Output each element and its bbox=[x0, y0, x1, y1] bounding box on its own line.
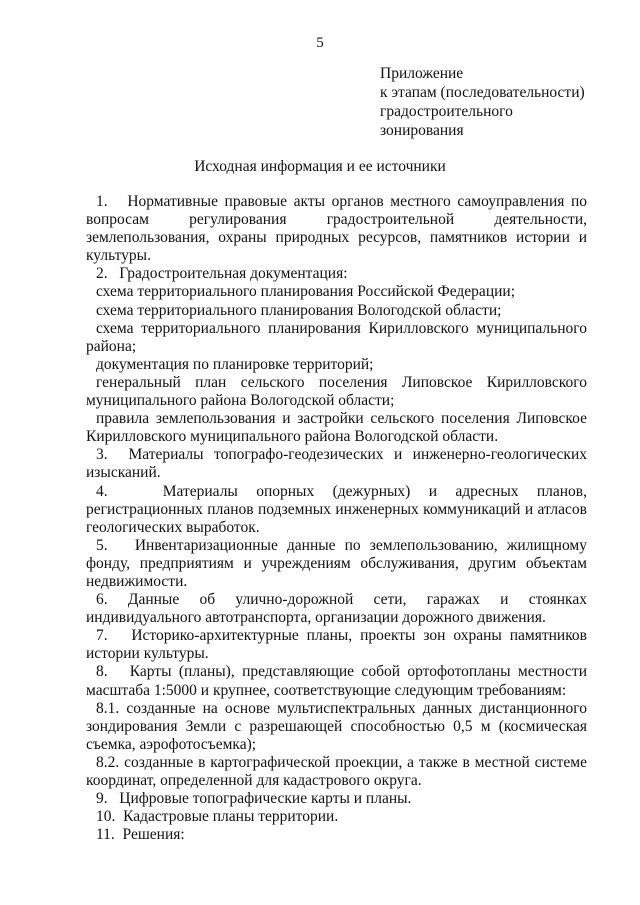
page-number: 5 bbox=[316, 35, 324, 51]
paragraph: 7. Историко-архитектурные планы, проекты зон охраны памятников истории культуры. bbox=[86, 627, 587, 663]
paragraph: 1. Нормативные правовые акты органов местного самоуправления по вопросам регулирования градостроительной деятельности, землепользования, охраны природных ресурсов, памятников истории и культуры. bbox=[86, 193, 587, 265]
paragraph: 5. Инвентаризационные данные по землепользованию, жилищному фонду, предприятиям и учреждениям обслуживания, другим объектам недвижимости. bbox=[86, 536, 587, 590]
paragraph: 10. Кадастровые планы территории. bbox=[96, 808, 339, 826]
paragraph: 3. Материалы топографо-геодезических и инженерно-геологических изысканий. bbox=[86, 446, 587, 482]
paragraph: 8. Карты (планы), представляющие собой ортофотопланы местности масштаба 1:5000 и крупнее, соответствующие следующим требованиям: bbox=[86, 663, 587, 699]
appendix-line: зонирования bbox=[380, 122, 464, 139]
document-title: Исходная информация и ее источники bbox=[194, 158, 446, 175]
appendix-line: градостроительного bbox=[380, 103, 513, 120]
paragraph: 8.1. созданные на основе мультиспектральных данных дистанционного зондирования Земли с разрешающей способностью 0,5 м (космическая съемка, аэрофотосъемка); bbox=[86, 699, 587, 753]
paragraph: 9. Цифровые топографические карты и планы. bbox=[96, 790, 412, 808]
paragraph: 11. Решения: bbox=[96, 826, 185, 844]
paragraph: 8.2. созданные в картографической проекции, а также в местной системе координат, определенной для кадастрового округа. bbox=[86, 753, 587, 789]
appendix-note bbox=[380, 64, 620, 140]
appendix-line: к этапам (последовательности) bbox=[380, 84, 585, 101]
paragraph: схема территориального планирования Кирилловского муниципального района; bbox=[86, 319, 587, 355]
document-body bbox=[86, 193, 587, 844]
appendix-line: Приложение bbox=[380, 65, 464, 82]
paragraph: 6. Данные об улично-дорожной сети, гаражах и стоянках индивидуального автотранспорта, организации дорожного движения. bbox=[86, 591, 587, 627]
paragraph: схема территориального планирования Вологодской области; bbox=[96, 301, 502, 319]
paragraph: правила землепользования и застройки сельского поселения Липовское Кирилловского муниципального района Вологодской области. bbox=[86, 410, 587, 446]
paragraph: генеральный план сельского поселения Липовское Кирилловского муниципального района Вологодской области; bbox=[86, 373, 587, 410]
paragraph: 4. Материалы опорных (дежурных) и адресных планов, регистрационных планов подземных инженерных коммуникаций и атласов геологических выработок. bbox=[86, 482, 587, 536]
paragraph: документация по планировке территорий; bbox=[96, 355, 374, 373]
paragraph: схема территориального планирования Российской Федерации; bbox=[96, 283, 516, 301]
paragraph: 2. Градостроительная документация: bbox=[96, 265, 348, 283]
